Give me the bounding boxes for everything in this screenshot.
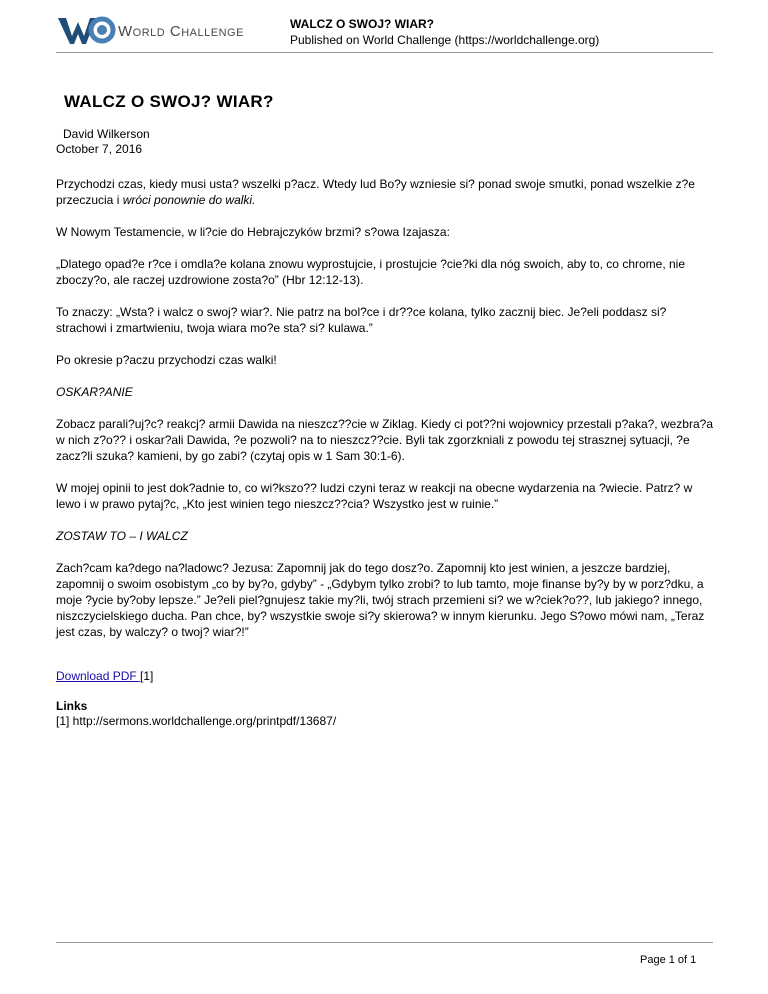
paragraph-4: To znaczy: „Wsta? i walcz o swoj? wiar?. Nie patrz na bol?ce i dr??ce kolana, tylko zacznij biec. Je?eli poddasz si? strachowi i zmartwieniu, twoja wiara mo?e sta? si? kulawa.”: [56, 305, 667, 335]
header-published-line: Published on World Challenge (https://worldchallenge.org): [290, 33, 600, 47]
logo-mark-icon: [56, 14, 116, 46]
footer-divider: [56, 942, 713, 943]
paragraph-8: Zach?cam ka?dego na?ladowc? Jezusa: Zapomnij jak do tego dosz?o. Zapomnij kto jest winien, a jeszcze bardziej, zapomnij o swoim osobistym „co by by?o, gdyby” - „Gdybym tylko zrobi? to lub tamto, moje finanse by?y by w porz?dku, a moje ?ycie by?oby lepsze.” Je?eli piel?gnujesz takie my?li, twój strach przemieni si? we w?ciek?o??, lub jakiego? innego, niszczycielskiego ducha. Pan chce, by? wszystkie swoje si?y skierowa? w innym kierunku. Jego S?owo mówi nam, „Teraz jest czas, by walczy? o twoj? wiar?!”: [56, 561, 705, 639]
paragraph-6: Zobacz parali?uj?c? reakcj? armii Dawida na nieszcz??cie w Ziklag. Kiedy ci pot??ni wojownicy przestali p?aka?, wezbra?a w nich z?o?? i oskar?ali Dawida, ?e pozwoli? na to nieszcz??cie. Byli tak zgorzkniali z powodu tej strasznej sytuacji, ?e zacz?li szuka? kamieni, by go zabi? (czytaj opis w 1 Sam 30:1-6).: [56, 417, 713, 463]
paragraph-7: W mojej opinii to jest dok?adnie to, co wi?kszo?? ludzi czyni teraz w reakcji na obecne wydarzenia na ?wiecie. Patrz? w lewo i w prawo pytaj?c, „Kto jest winien tego nieszcz??cia? Wszystko jest w ruinie.”: [56, 481, 693, 511]
paragraph-5: Po okresie p?aczu przychodzi czas walki!: [56, 353, 277, 367]
page-number: Page 1 of 1: [640, 954, 697, 966]
paragraph-3: „Dlatego opad?e r?ce i omdla?e kolana znowu wyprostujcie, i prostujcie ?cie?ki dla nóg swoich, aby to, co chrome, nie zboczy?o, ale raczej uzdrowione zosta?o” (Hbr 12:12-13).: [56, 257, 686, 287]
section-heading-zostaw-to: ZOSTAW TO – I WALCZ: [56, 529, 188, 543]
paragraph-2: W Nowym Testamencie, w li?cie do Hebrajczyków brzmi? s?owa Izajasza:: [56, 225, 450, 239]
article-date: October 7, 2016: [56, 142, 143, 156]
article-content: [56, 92, 716, 729]
header-divider: [56, 52, 713, 53]
logo-wordmark: World Challenge: [118, 23, 244, 40]
paragraph-1-text: Przychodzi czas, kiedy musi usta? wszelki p?acz. Wtedy lud Bo?y wzniesie si? ponad swoje smutki, ponad wszelkie z?e przeczucia i: [56, 177, 695, 207]
world-challenge-logo: [56, 14, 268, 46]
header-title: WALCZ O SWOJ? WIAR?: [290, 17, 434, 31]
article-author: David Wilkerson: [63, 127, 150, 141]
page-header: [0, 0, 768, 60]
section-heading-oskarzanie: OSKAR?ANIE: [56, 385, 133, 399]
download-pdf-row: [56, 669, 716, 683]
links-heading: Links: [56, 699, 88, 713]
paragraph-1: [56, 176, 716, 208]
download-pdf-link[interactable]: Download PDF: [56, 669, 141, 683]
article-title: WALCZ O SWOJ? WIAR?: [64, 92, 274, 111]
paragraph-1-italic: wróci ponownie do walki.: [122, 193, 256, 207]
links-item: [1] http://sermons.worldchallenge.org/printpdf/13687/: [56, 714, 337, 728]
download-pdf-ref: [1]: [140, 669, 154, 683]
